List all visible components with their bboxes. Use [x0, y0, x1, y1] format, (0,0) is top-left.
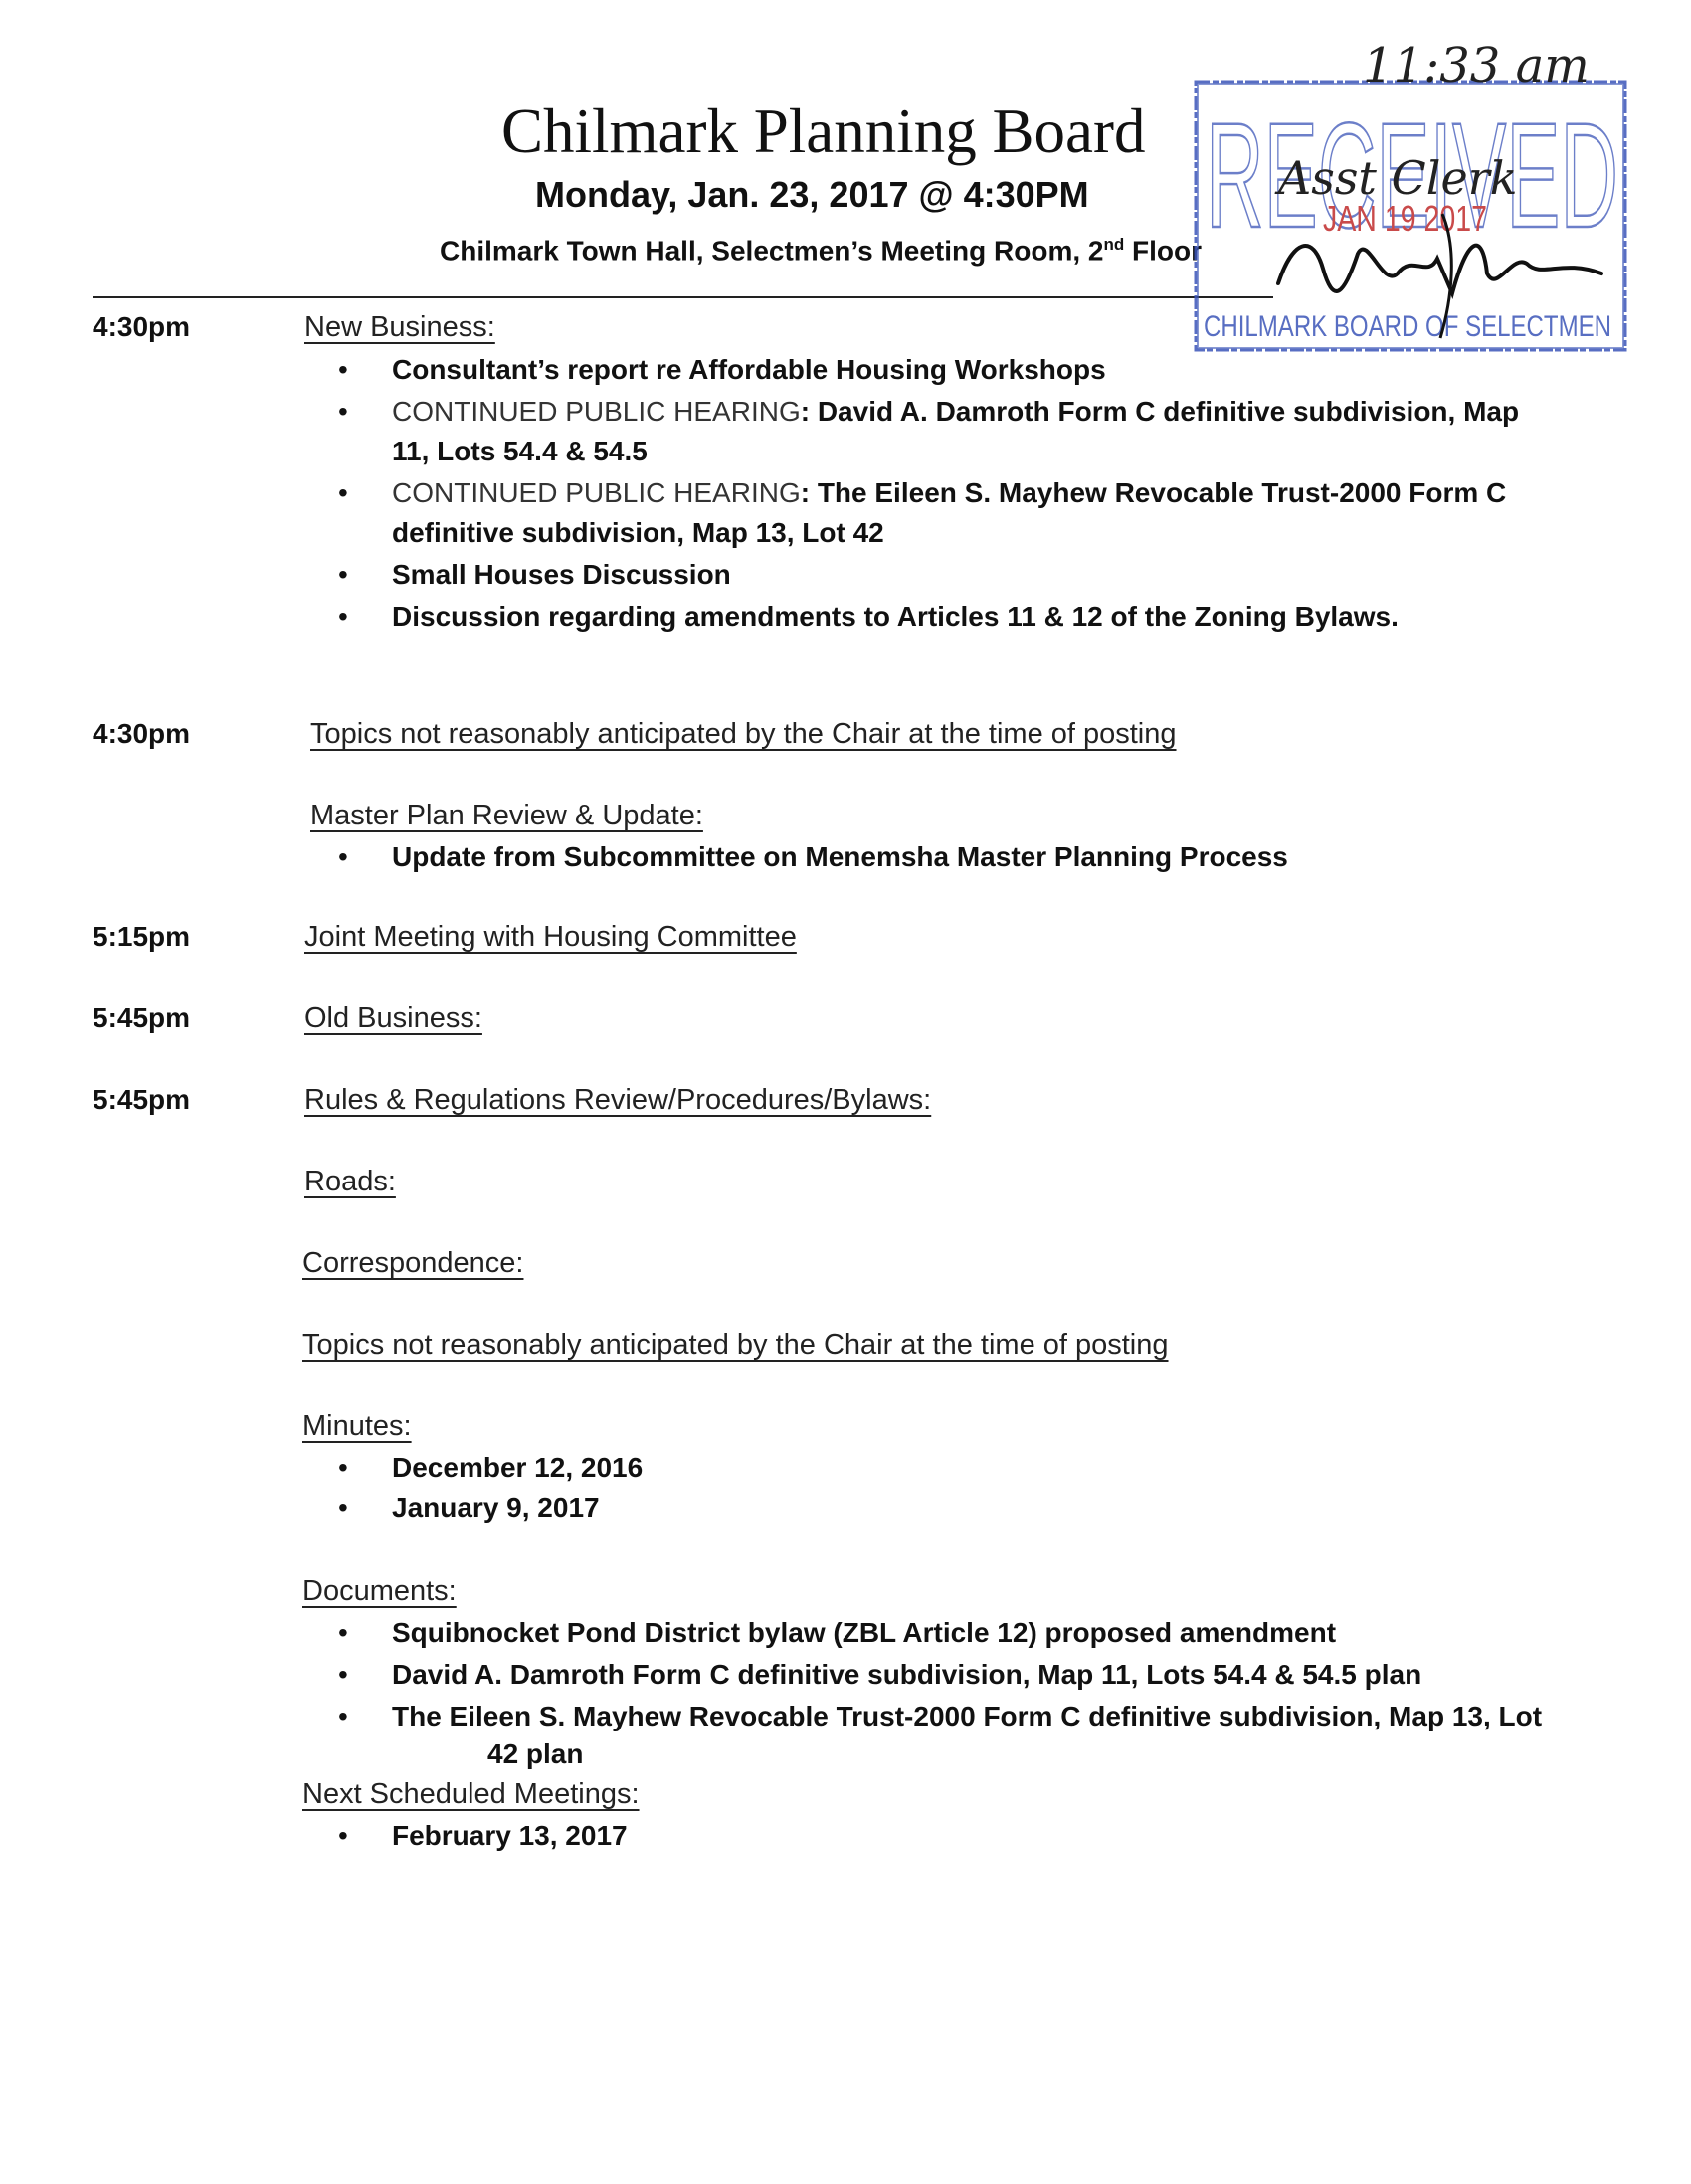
list-item: CONTINUED PUBLIC HEARING: The Eileen S. Mayhew Revocable Trust-2000 Form C: [392, 477, 1507, 508]
time-4-30-new-business: 4:30pm: [93, 311, 191, 342]
heading-joint-meeting: Joint Meeting with Housing Committee: [304, 921, 797, 953]
time-5-15: 5:15pm: [93, 921, 191, 952]
heading-next-meetings: Next Scheduled Meetings:: [302, 1778, 640, 1810]
list-item: Discussion regarding amendments to Articles 11 & 12 of the Zoning Bylaws.: [392, 601, 1399, 632]
bullet: •: [338, 841, 348, 872]
list-item: Squibnocket Pond District bylaw (ZBL Article 12) proposed amendment: [392, 1617, 1337, 1648]
heading-rules-regulations: Rules & Regulations Review/Procedures/Bylaws:: [304, 1084, 932, 1116]
list-item-continued: 42 plan: [487, 1738, 584, 1769]
stamp-received-text: RECEIVED: [1206, 91, 1618, 259]
meeting-location: Chilmark Town Hall, Selectmen’s Meeting Room, 2nd Floor: [440, 235, 1203, 267]
heading-correspondence: Correspondence:: [302, 1247, 524, 1279]
time-5-45-rules: 5:45pm: [93, 1084, 191, 1115]
header-divider: [93, 296, 1273, 298]
heading-roads: Roads:: [304, 1166, 396, 1197]
bullet: •: [338, 559, 348, 590]
bullet: •: [338, 354, 348, 385]
time-4-30-topics: 4:30pm: [93, 718, 191, 749]
list-item: The Eileen S. Mayhew Revocable Trust-2000 Form C definitive subdivision, Map 13, Lot: [392, 1701, 1543, 1731]
heading-new-business: New Business:: [304, 311, 495, 343]
bullet: •: [338, 1452, 348, 1483]
heading-old-business: Old Business:: [304, 1002, 482, 1034]
stamp-date: JAN 19 2017: [1323, 198, 1487, 239]
heading-topics-not-anticipated-2: Topics not reasonably anticipated by the Chair at the time of posting: [302, 1329, 1169, 1361]
heading-topics-not-anticipated: Topics not reasonably anticipated by the Chair at the time of posting: [310, 718, 1177, 750]
list-item: CONTINUED PUBLIC HEARING: David A. Damroth Form C definitive subdivision, Map: [392, 396, 1520, 427]
heading-master-plan: Master Plan Review & Update:: [310, 800, 703, 831]
bullet: •: [338, 1617, 348, 1648]
bullet: •: [338, 477, 348, 508]
list-item: Consultant’s report re Affordable Housing Workshops: [392, 354, 1106, 385]
meeting-date: Monday, Jan. 23, 2017 @ 4:30PM: [535, 174, 1089, 215]
bullet: •: [338, 1820, 348, 1851]
list-item-continued: 11, Lots 54.4 & 54.5: [392, 436, 648, 466]
list-item: Small Houses Discussion: [392, 559, 731, 590]
list-item: February 13, 2017: [392, 1820, 628, 1851]
heading-minutes: Minutes:: [302, 1410, 412, 1442]
list-item: December 12, 2016: [392, 1452, 644, 1483]
list-item: Update from Subcommittee on Menemsha Master Planning Process: [392, 841, 1288, 872]
list-item-continued: definitive subdivision, Map 13, Lot 42: [392, 517, 884, 548]
list-item: January 9, 2017: [392, 1492, 600, 1523]
handwritten-role: Asst Clerk: [1278, 151, 1518, 205]
bullet: •: [338, 601, 348, 632]
stamp-office: CHILMARK BOARD OF SELECTMEN: [1204, 310, 1611, 343]
bullet: •: [338, 1659, 348, 1690]
bullet: •: [338, 396, 348, 427]
document-title: Chilmark Planning Board: [501, 96, 1146, 166]
bullet: •: [338, 1701, 348, 1731]
handwritten-time: 11:33 am: [1363, 38, 1590, 93]
received-stamp: [1184, 40, 1641, 368]
time-5-45-old-business: 5:45pm: [93, 1002, 191, 1033]
list-item: David A. Damroth Form C definitive subdivision, Map 11, Lots 54.4 & 54.5 plan: [392, 1659, 1422, 1690]
heading-documents: Documents:: [302, 1575, 457, 1607]
bullet: •: [338, 1492, 348, 1523]
